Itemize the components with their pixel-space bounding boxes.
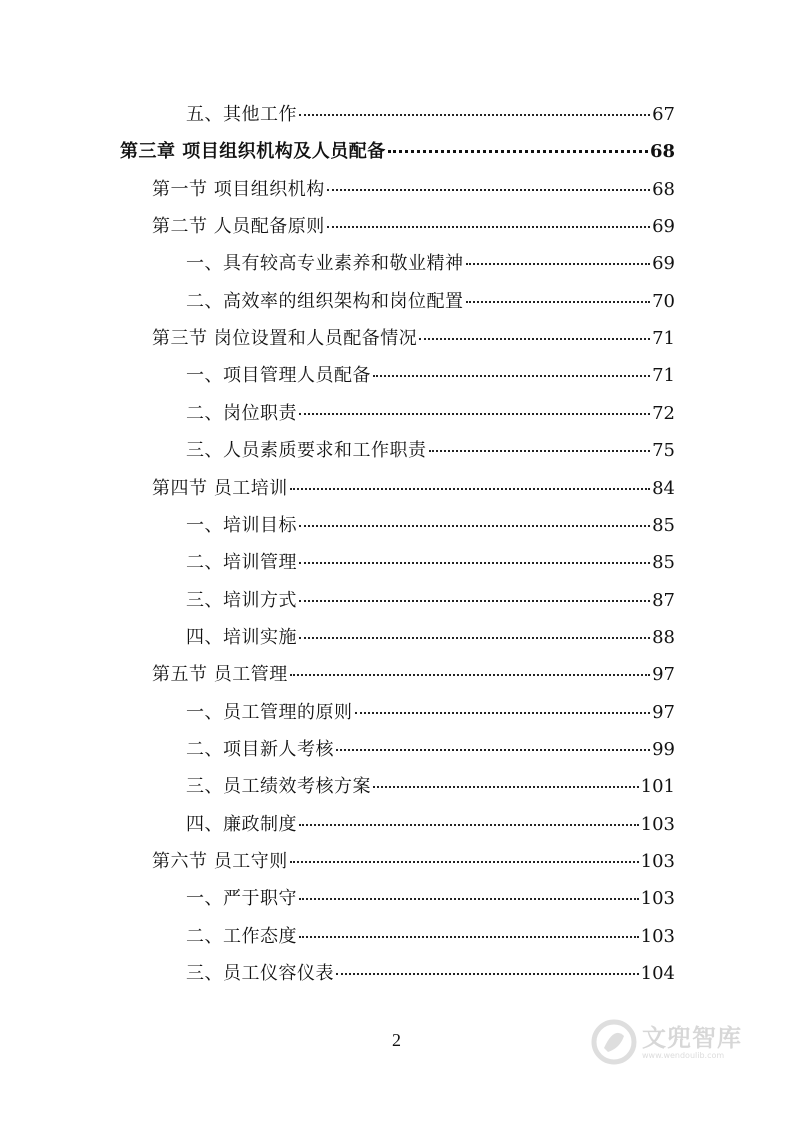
toc-dot-leader (299, 114, 650, 116)
toc-entry-page: 87 (652, 589, 675, 611)
toc-entry-page: 85 (652, 514, 675, 536)
toc-entry-page: 85 (652, 552, 675, 574)
toc-entry-title: 二、工作态度 (186, 925, 297, 947)
toc-entry-page: 103 (640, 888, 675, 910)
toc-entry-title: 一、严于职守 (186, 888, 297, 910)
toc-entry-page: 72 (652, 402, 675, 424)
toc-entry-page: 101 (640, 776, 675, 798)
toc-entry[interactable] (120, 137, 675, 167)
toc-entry-title: 三、人员素质要求和工作职责 (186, 440, 427, 462)
toc-entry-page: 68 (652, 178, 675, 200)
toc-entry-page: 69 (652, 253, 675, 275)
toc-entry-title: 二、高效率的组织架构和岗位配置 (186, 290, 464, 312)
toc-entry[interactable] (152, 212, 675, 242)
toc-dot-leader (388, 150, 648, 153)
toc-entry-title: 第四节 员工培训 (152, 477, 288, 499)
toc-entry[interactable] (152, 474, 675, 504)
toc-entry-title: 三、员工仪容仪表 (186, 963, 334, 985)
toc-entry[interactable] (152, 847, 675, 877)
toc-entry-page: 97 (652, 701, 675, 723)
toc-entry[interactable] (186, 810, 675, 840)
toc-entry-page: 103 (640, 813, 675, 835)
toc-entry-title: 二、培训管理 (186, 552, 297, 574)
toc-dot-leader (299, 413, 650, 415)
toc-dot-leader (299, 562, 650, 564)
toc-entry-title: 一、具有较高专业素养和敬业精神 (186, 253, 464, 275)
toc-entry[interactable] (152, 324, 675, 354)
toc-entry-page: 71 (652, 328, 675, 350)
watermark-url: www.wendoulib.com (642, 1050, 725, 1060)
toc-entry[interactable] (186, 922, 675, 952)
toc-entry-page: 99 (652, 738, 675, 760)
toc-entry[interactable] (186, 772, 675, 802)
toc-entry-page: 97 (652, 664, 675, 686)
toc-dot-leader (336, 749, 650, 751)
toc-dot-leader (299, 824, 639, 826)
toc-entry[interactable] (186, 959, 675, 989)
toc-dot-leader (299, 637, 650, 639)
watermark (590, 1018, 742, 1066)
toc-entry-title: 第一节 项目组织机构 (152, 178, 325, 200)
toc-entry-title: 三、培训方式 (186, 589, 297, 611)
toc-entry[interactable] (186, 511, 675, 541)
toc-entry-page: 103 (640, 925, 675, 947)
toc-entry-page: 75 (652, 440, 675, 462)
toc-dot-leader (290, 674, 650, 676)
toc-dot-leader (419, 338, 650, 340)
toc-dot-leader (373, 786, 639, 788)
toc-entry-page: 70 (652, 290, 675, 312)
toc-entry[interactable] (186, 884, 675, 914)
toc-entry[interactable] (186, 249, 675, 279)
toc-entry-title: 四、培训实施 (186, 626, 297, 648)
toc-entry[interactable] (186, 735, 675, 765)
toc-entry[interactable] (152, 175, 675, 205)
toc-entry[interactable] (186, 287, 675, 317)
toc-dot-leader (290, 861, 639, 863)
toc-entry[interactable] (186, 361, 675, 391)
toc-entry-title: 二、岗位职责 (186, 402, 297, 424)
toc-entry-title: 第三节 岗位设置和人员配备情况 (152, 328, 418, 350)
toc-dot-leader (429, 450, 651, 452)
toc-dot-leader (327, 189, 650, 191)
toc-dot-leader (299, 600, 650, 602)
toc-entry-title: 第五节 员工管理 (152, 664, 288, 686)
toc-entry[interactable] (186, 698, 675, 728)
toc-entry[interactable] (186, 399, 675, 429)
toc-entry-page: 88 (652, 626, 675, 648)
toc-entry-title: 第三章 项目组织机构及人员配备 (120, 141, 386, 163)
toc-entry-title: 第二节 人员配备原则 (152, 216, 325, 238)
toc-entry-title: 三、员工绩效考核方案 (186, 776, 371, 798)
toc-entry-title: 第六节 员工守则 (152, 851, 288, 872)
toc-dot-leader (466, 263, 651, 265)
toc-dot-leader (355, 712, 651, 714)
toc-dot-leader (327, 226, 650, 228)
toc-entry-page: 104 (640, 963, 675, 985)
toc-entry-page: 103 (640, 851, 675, 872)
toc-dot-leader (299, 525, 650, 527)
toc-entry[interactable] (186, 100, 675, 130)
toc-entry-page: 84 (652, 477, 675, 499)
toc-entry[interactable] (186, 436, 675, 466)
toc-dot-leader (299, 936, 639, 938)
toc-entry-page: 67 (652, 104, 675, 125)
toc-entry-title: 二、项目新人考核 (186, 738, 334, 760)
toc-entry-page: 68 (649, 141, 675, 163)
wendou-logo-icon (590, 1018, 638, 1066)
toc-dot-leader (466, 301, 651, 303)
toc-entry[interactable] (152, 660, 675, 690)
toc-entry-title: 五、其他工作 (186, 104, 297, 125)
watermark-name: 文兜智库 (642, 1023, 742, 1052)
toc-dot-leader (336, 973, 639, 975)
toc-entry-page: 71 (652, 365, 675, 387)
toc-entry-title: 一、员工管理的原则 (186, 701, 353, 723)
page-number: 2 (392, 1030, 401, 1050)
toc-entry-title: 四、廉政制度 (186, 813, 297, 835)
toc-entry-title: 一、项目管理人员配备 (186, 365, 371, 387)
toc-entry[interactable] (186, 586, 675, 616)
toc-entry[interactable] (186, 623, 675, 653)
toc-entry-page: 69 (652, 216, 675, 238)
toc-entry-title: 一、培训目标 (186, 514, 297, 536)
toc-dot-leader (373, 375, 650, 377)
toc-entry[interactable] (186, 548, 675, 578)
toc-dot-leader (290, 488, 650, 490)
toc-dot-leader (299, 898, 639, 900)
